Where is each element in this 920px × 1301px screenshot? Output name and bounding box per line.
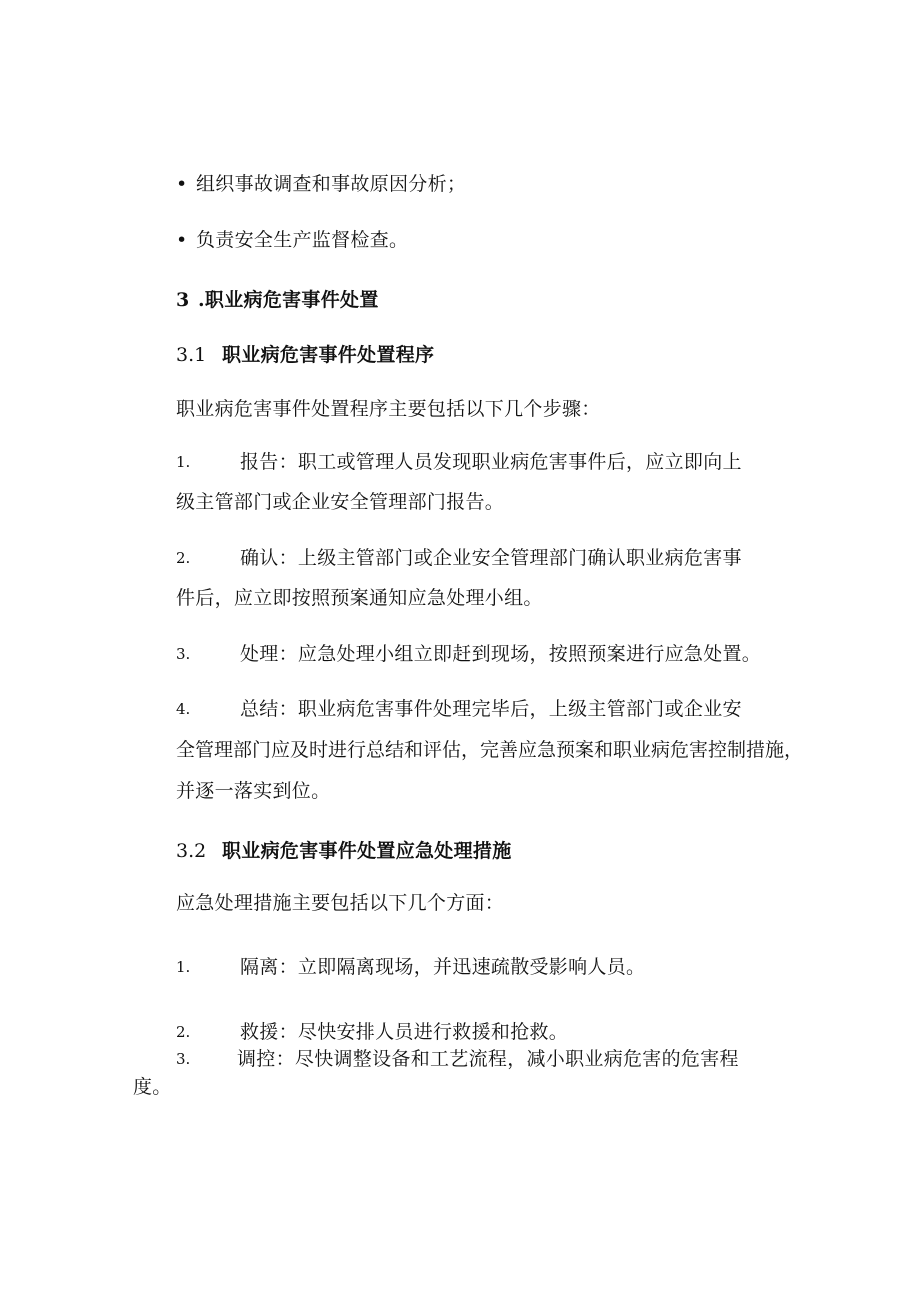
subsection-number: 3.2	[176, 840, 207, 862]
step-number: 2.	[176, 549, 191, 567]
step-number: 4.	[176, 700, 191, 718]
bullet-dot: •	[176, 229, 188, 251]
step-text: 调控：尽快调整设备和工艺流程，减小职业病危害的危害程	[237, 1048, 739, 1070]
paragraph-intro: 应急处理措施主要包括以下几个方面：	[176, 892, 505, 914]
step-number: 1.	[176, 453, 191, 471]
paragraph-intro: 职业病危害事件处置程序主要包括以下几个步骤：	[176, 398, 601, 420]
section-title: .职业病危害事件处置	[198, 289, 379, 311]
step-text: 度。	[133, 1076, 172, 1098]
bullet-text: 负责安全生产监督检查。	[196, 229, 409, 251]
step-number: 3.	[176, 1050, 191, 1068]
step-text: 确认：上级主管部门或企业安全管理部门确认职业病危害事	[240, 547, 742, 569]
bullet-text: 组织事故调查和事故原因分析；	[196, 173, 467, 195]
step-text: 总结：职业病危害事件处理完毕后，上级主管部门或企业安	[240, 698, 742, 720]
step-text: 隔离：立即隔离现场，并迅速疏散受影响人员。	[240, 956, 646, 978]
bullet-dot: •	[176, 173, 188, 195]
step-number: 1.	[176, 958, 191, 976]
subsection-number: 3.1	[176, 344, 207, 366]
step-number: 3.	[176, 645, 191, 663]
step-text: 件后，应立即按照预案通知应急处理小组。	[176, 587, 543, 609]
step-text: 级主管部门或企业安全管理部门报告。	[176, 491, 505, 513]
step-text: 救援：尽快安排人员进行救援和抢救。	[240, 1021, 569, 1043]
section-number: 3	[176, 289, 190, 311]
step-text: 全管理部门应及时进行总结和评估，完善应急预案和职业病危害控制措施，	[176, 739, 804, 761]
step-text: 处理：应急处理小组立即赶到现场，按照预案进行应急处置。	[240, 643, 762, 665]
subsection-title: 职业病危害事件处置应急处理措施	[222, 840, 512, 862]
subsection-title: 职业病危害事件处置程序	[222, 344, 435, 366]
step-number: 2.	[176, 1023, 191, 1041]
step-text: 报告：职工或管理人员发现职业病危害事件后，应立即向上	[240, 451, 742, 473]
step-text: 并逐一落实到位。	[176, 780, 331, 802]
